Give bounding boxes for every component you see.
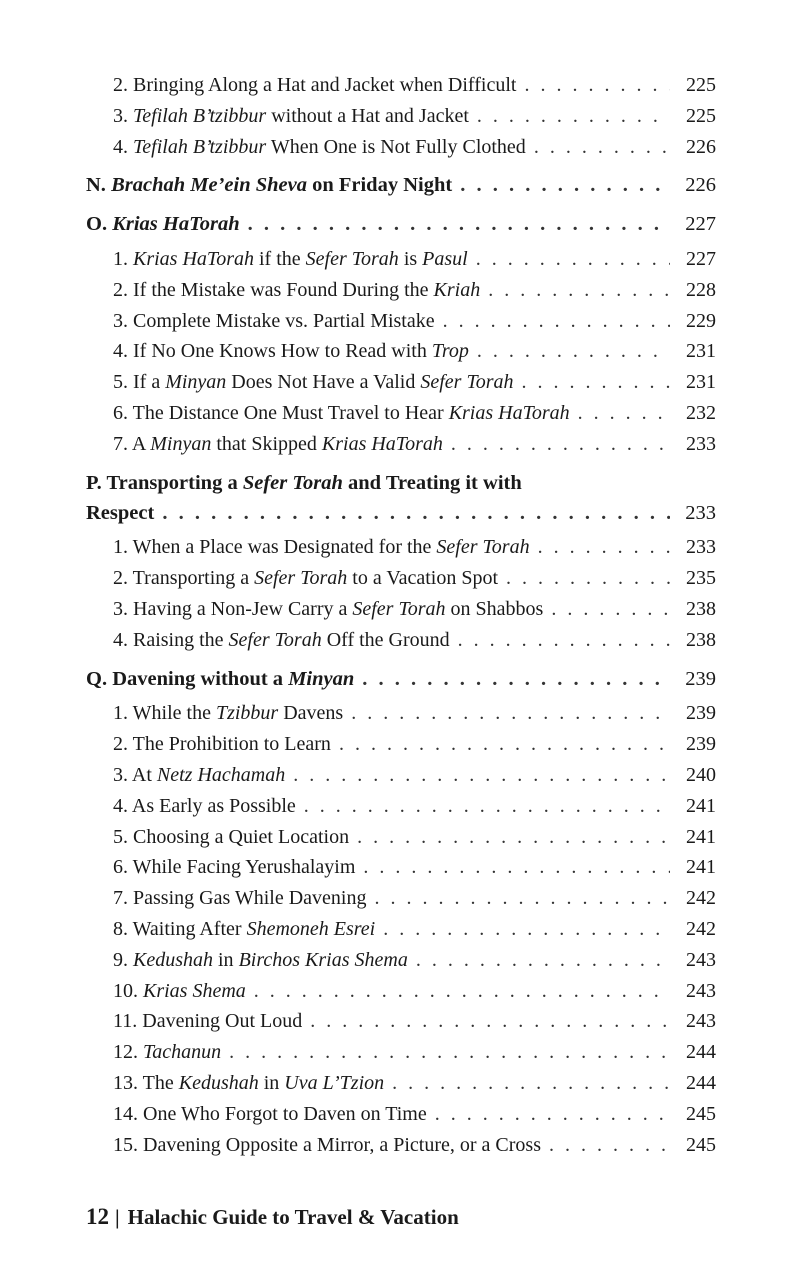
page-number: 231 [686,371,716,394]
toc-entry: 9. Kedushah in Birchos Krias Shema . . . 243 [86,945,716,976]
toc-entry: 1. When a Place was Designated for the Sefer Torah . . . 233 [86,532,716,563]
leader-dots [524,70,670,101]
leader-dots [363,852,670,883]
toc-entry: 2. Transporting a Sefer Torah to a Vacation Spot . . . 235 [86,563,716,594]
table-of-contents [86,70,716,1160]
toc-entry: 4. If No One Knows How to Read with Trop . . . 231 [86,336,716,367]
page-number: 238 [686,597,716,620]
toc-entry: 3. Tefilah B’tzibbur without a Hat and Jacket . . . 225 [86,101,716,132]
toc-entry: 10. Krias Shema . . . 243 [86,976,716,1007]
leader-dots [534,132,670,163]
page-number: 244 [686,1041,716,1064]
toc-entry: 7. Passing Gas While Davening . . . 242 [86,883,716,914]
page-number: 244 [686,1071,716,1094]
toc-entry: 2. If the Mistake was Found During the Kriah . . . 228 [86,275,716,306]
leader-dots [162,498,670,529]
toc-section-o: O. Krias HaTorah . . . 227 [86,209,716,240]
page-number: 235 [686,567,716,590]
toc-entry: 7. A Minyan that Skipped Krias HaTorah . . . 233 [86,429,716,460]
leader-dots [538,532,670,563]
footer-page-number: 12 [86,1204,109,1229]
toc-section-p: P. Transporting a Sefer Torah and Treating it with [86,471,522,494]
page-number: 239 [686,702,716,725]
toc-entry: 12. Tachanun . . . 244 [86,1037,716,1068]
toc-entry: 5. If a Minyan Does Not Have a Valid Sefer Torah . . . 231 [86,367,716,398]
toc-entry: 8. Waiting After Shemoneh Esrei . . . 242 [86,914,716,945]
leader-dots [375,883,671,914]
page-number: 233 [686,536,716,559]
toc-entry: 4. As Early as Possible . . . 241 [86,791,716,822]
toc-entry: 6. While Facing Yerushalayim . . . 241 [86,852,716,883]
page-number: 241 [686,856,716,879]
footer-separator: | [115,1205,120,1229]
page-number: 233 [686,432,716,455]
toc-entry: 15. Davening Opposite a Mirror, a Picture, or a Cross . . . 245 [86,1130,716,1161]
leader-dots [488,275,670,306]
page-number: 238 [686,628,716,651]
leader-dots [254,976,670,1007]
leader-dots [443,306,670,337]
toc-section-q: Q. Davening without a Minyan . . . 239 [86,664,716,695]
page-number: 227 [685,213,716,236]
page-number: 239 [686,733,716,756]
page-number: 232 [686,401,716,424]
toc-entry: 4. Raising the Sefer Torah Off the Ground . . . 238 [86,625,716,656]
leader-dots [304,791,670,822]
leader-dots [351,698,670,729]
leader-dots [339,729,670,760]
page-number: 226 [685,174,716,197]
page-number: 233 [685,501,716,524]
toc-entry: 3. Having a Non-Jew Carry a Sefer Torah on Shabbos . . . 238 [86,594,716,625]
leader-dots [357,822,670,853]
toc-entry: 4. Tefilah B’tzibbur When One is Not Fully Clothed . . . 226 [86,132,716,163]
leader-dots [460,170,670,201]
leader-dots [578,398,670,429]
leader-dots [476,244,670,275]
leader-dots [229,1037,670,1068]
page-number: 240 [686,763,716,786]
page-number: 242 [686,917,716,940]
page-number: 225 [686,104,716,127]
toc-entry: 11. Davening Out Loud . . . 243 [86,1006,716,1037]
page-number: 229 [686,309,716,332]
leader-dots [392,1068,670,1099]
page-number: 228 [686,278,716,301]
leader-dots [362,664,670,695]
page-number: 242 [686,887,716,910]
toc-entry: 14. One Who Forgot to Daven on Time . . . 245 [86,1099,716,1130]
page-number: 226 [686,135,716,158]
leader-dots [549,1130,670,1161]
leader-dots [435,1099,670,1130]
page-number: 245 [686,1133,716,1156]
leader-dots [248,209,670,240]
toc-entry: 1. While the Tzibbur Davens . . . 239 [86,698,716,729]
page-number: 243 [686,948,716,971]
toc-section-p-cont: Respect . . . 233 [86,498,716,529]
toc-entry: 3. At Netz Hachamah . . . 240 [86,760,716,791]
toc-entry: 2. Bringing Along a Hat and Jacket when Difficult . . . 225 [86,70,716,101]
page-number: 231 [686,340,716,363]
toc-entry: 5. Choosing a Quiet Location . . . 241 [86,822,716,853]
leader-dots [383,914,670,945]
page-number: 245 [686,1102,716,1125]
page-number: 227 [686,247,716,270]
page-number: 241 [686,794,716,817]
toc-entry: 6. The Distance One Must Travel to Hear Krias HaTorah . . . 232 [86,398,716,429]
leader-dots [477,101,670,132]
leader-dots [477,336,670,367]
leader-dots [458,625,670,656]
toc-entry: 1. Krias HaTorah if the Sefer Torah is Pasul . . . 227 [86,244,716,275]
leader-dots [451,429,670,460]
book-title: Halachic Guide to Travel & Vacation [127,1205,459,1229]
page-number: 239 [685,667,716,690]
toc-section-n: N. Brachah Me’ein Sheva on Friday Night . . . 226 [86,170,716,201]
page-footer [86,1204,459,1230]
leader-dots [522,367,670,398]
leader-dots [416,945,670,976]
leader-dots [551,594,670,625]
page-number: 241 [686,825,716,848]
page-number: 243 [686,1010,716,1033]
toc-entry: 13. The Kedushah in Uva L’Tzion . . . 244 [86,1068,716,1099]
toc-entry: 3. Complete Mistake vs. Partial Mistake . . . 229 [86,306,716,337]
toc-entry: 2. The Prohibition to Learn . . . 239 [86,729,716,760]
page-number: 225 [686,74,716,96]
leader-dots [293,760,670,791]
leader-dots [506,563,670,594]
leader-dots [310,1006,670,1037]
page-number: 243 [686,979,716,1002]
